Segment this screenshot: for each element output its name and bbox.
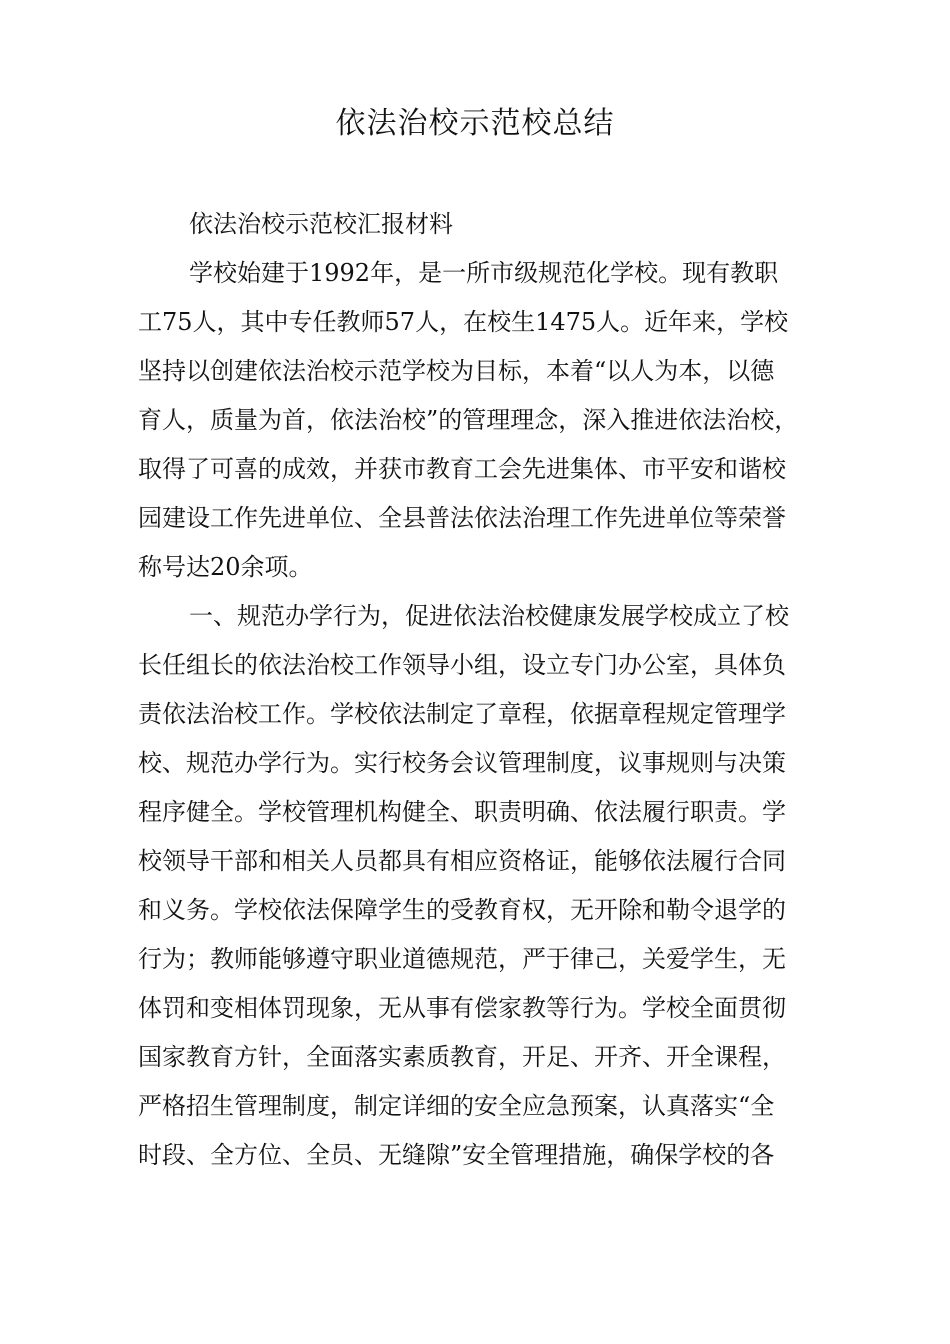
paragraph-line: 程序健全。学校管理机构健全、职责明确、依法履行职责。学 [138, 798, 786, 826]
paragraph-line: 园建设工作先进单位、全县普法依法治理工作先进单位等荣誉 [138, 504, 786, 532]
paragraph-line: 一、规范办学行为，促进依法治校健康发展学校成立了校 [189, 602, 789, 630]
paragraph-line: 时段、全方位、全员、无缝隙”安全管理措施，确保学校的各 [138, 1141, 775, 1169]
paragraph-line: 育人，质量为首，依法治校”的管理理念，深入推进依法治校， [138, 406, 799, 434]
paragraph-line: 严格招生管理制度，制定详细的安全应急预案，认真落实“全 [138, 1092, 775, 1120]
paragraph-line: 称号达20余项。 [138, 553, 313, 581]
paragraph-line: 和义务。学校依法保障学生的受教育权，无开除和勒令退学的 [138, 896, 786, 924]
paragraph-line: 体罚和变相体罚现象，无从事有偿家教等行为。学校全面贯彻 [138, 994, 786, 1022]
paragraph-line: 坚持以创建依法治校示范学校为目标，本着“以人为本，以德 [138, 357, 775, 385]
document-body [138, 200, 833, 1180]
paragraph-line: 校领导干部和相关人员都具有相应资格证，能够依法履行合同 [138, 847, 786, 875]
paragraph-line: 责依法治校工作。学校依法制定了章程，依据章程规定管理学 [138, 700, 786, 728]
paragraph-line: 校、规范办学行为。实行校务会议管理制度，议事规则与决策 [138, 749, 786, 777]
subtitle-line: 依法治校示范校汇报材料 [189, 210, 453, 238]
paragraph-line: 工75人，其中专任教师57人，在校生1475人。近年来，学校 [138, 308, 789, 336]
paragraph-line: 国家教育方针，全面落实素质教育，开足、开齐、开全课程， [138, 1043, 786, 1071]
paragraph-line: 取得了可喜的成效，并获市教育工会先进集体、市平安和谐校 [138, 455, 786, 483]
paragraph-line: 长任组长的依法治校工作领导小组，设立专门办公室，具体负 [138, 651, 786, 679]
paragraph-line: 学校始建于1992年，是一所市级规范化学校。现有教职 [189, 259, 779, 287]
paragraph-line: 行为；教师能够遵守职业道德规范，严于律己，关爱学生，无 [138, 945, 786, 973]
document-title: 依法治校示范校总结 [335, 106, 615, 141]
